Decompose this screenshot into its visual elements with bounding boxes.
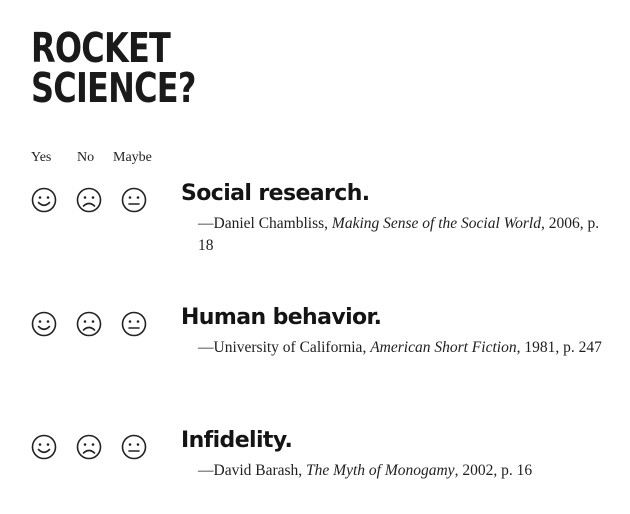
neutral-face-icon[interactable] [121,434,147,460]
title-line-2: SCIENCE? [31,64,196,112]
citation-title: Making Sense of the Social World [331,215,541,232]
entry-citation [198,213,608,257]
entry-heading: Social research. [181,181,370,206]
citation-suffix: , 2002, p. 16 [454,462,533,479]
citation-suffix: , 2006, p. 18 [198,215,600,254]
no-column-label: No [77,150,95,165]
neutral-face-icon[interactable] [121,187,147,213]
page-title [31,24,196,112]
frowning-face-icon[interactable] [76,434,102,460]
neutral-face-icon[interactable] [121,311,147,337]
frowning-face-icon[interactable] [76,311,102,337]
citation-title: The Myth of Monogamy [306,462,455,479]
title-line-1: ROCKET [31,24,171,72]
yes-column-label: Yes [31,150,52,165]
entry-citation [198,460,608,482]
smiley-face-icon[interactable] [31,187,57,213]
frowning-face-icon[interactable] [76,187,102,213]
citation-suffix: , 1981, p. 247 [516,339,602,356]
entry-citation [198,337,608,359]
maybe-column-label: Maybe [113,150,152,165]
entry-heading: Human behavior. [181,305,382,330]
citation-prefix: —University of California, [198,339,371,356]
entry-heading: Infidelity. [181,428,293,453]
citation-prefix: —David Barash, [198,462,307,479]
citation-title: American Short Fiction [370,339,517,356]
smiley-face-icon[interactable] [31,311,57,337]
citation-prefix: —Daniel Chambliss, [198,215,332,232]
smiley-face-icon[interactable] [31,434,57,460]
